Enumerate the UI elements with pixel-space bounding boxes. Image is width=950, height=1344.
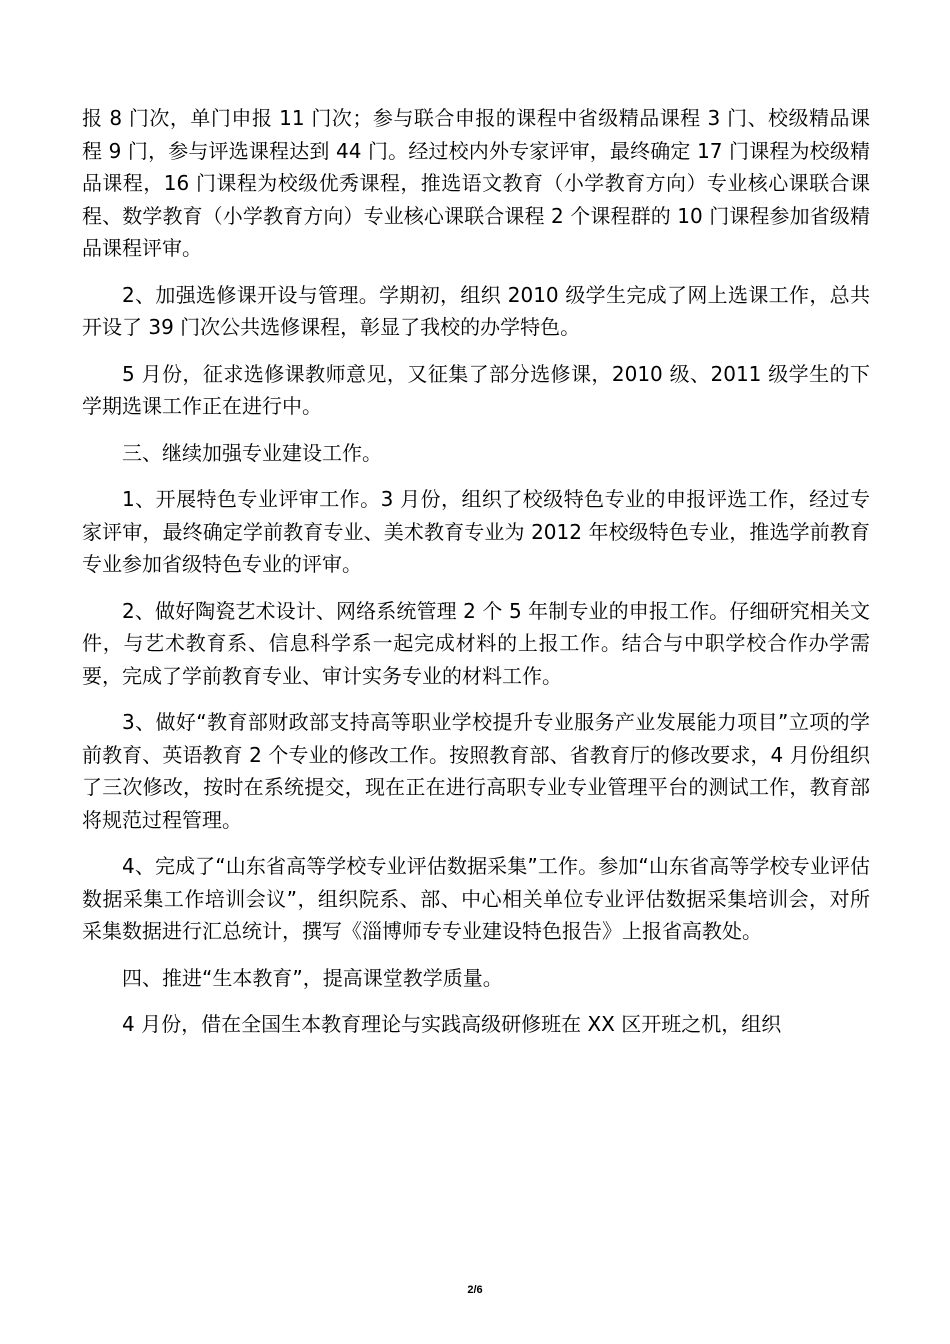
document-body [82,102,870,1055]
paragraph-elective-courses: 2、加强选修课开设与管理。学期初，组织 2010 级学生完成了网上选课工作，总共开设了 39 门次公共选修课程，彰显了我校的办学特色。 [82,282,870,339]
paragraph-featured-majors: 1、开展特色专业评审工作。3 月份，组织了校级特色专业的申报评选工作，经过专家评审，最终确定学前教育专业、美术教育专业为 2012 年校级特色专业，推选学前教育专业参加省级特色专业的评审。 [82,487,870,576]
paragraph-elective-selection: 5 月份，征求选修课教师意见，又征集了部分选修课，2010 级、2011 级学生的下学期选课工作正在进行中。 [82,361,870,418]
paragraph-course-review: 报 8 门次，单门申报 11 门次；参与联合申报的课程中省级精品课程 3 门、校级精品课程 9 门，参与评选课程达到 44 门。经过校内外专家评审，最终确定 17 门课程为校级精品课程，16 门课程为校级优秀课程，推选语文教育（小学教育方向）专业核心课联合课程、数学教育（小学教育方向）专业核心课联合课程 2 个课程群的 10 门课程参加省级精品课程评审。 [82,106,870,260]
paragraph-five-year-majors: 2、做好陶瓷艺术设计、网络系统管理 2 个 5 年制专业的申报工作。仔细研究相关文件，与艺术教育系、信息科学系一起完成材料的上报工作。结合与中职学校合作办学需要，完成了学前教育专业、审计实务专业的材料工作。 [82,598,870,688]
section-heading-major-construction: 三、继续加强专业建设工作。 [122,440,382,465]
paragraph-evaluation-data: 4、完成了“山东省高等学校专业评估数据采集”工作。参加“山东省高等学校专业评估数据采集工作培训会议”，组织院系、部、中心相关单位专业评估数据采集培训会，对所采集数据进行汇总统计，撰写《淄博师专专业建设特色报告》上报省高教处。 [82,854,870,943]
section-heading-student-centered: 四、推进“生本教育”，提高课堂教学质量。 [122,965,503,990]
paragraph-april-workshop: 4 月份，借在全国生本教育理论与实践高级研修班在 XX 区开班之机，组织 [122,1012,782,1036]
paragraph-ministry-project: 3、做好“教育部财政部支持高等职业学校提升专业服务产业发展能力项目”立项的学前教育、英语教育 2 个专业的修改工作。按照教育部、省教育厅的修改要求，4 月份组织了三次修改，按时在系统提交，现在正在进行高职专业专业管理平台的测试工作，教育部将规范过程管理。 [82,710,870,832]
page-number: 2/6 [467,1284,483,1296]
